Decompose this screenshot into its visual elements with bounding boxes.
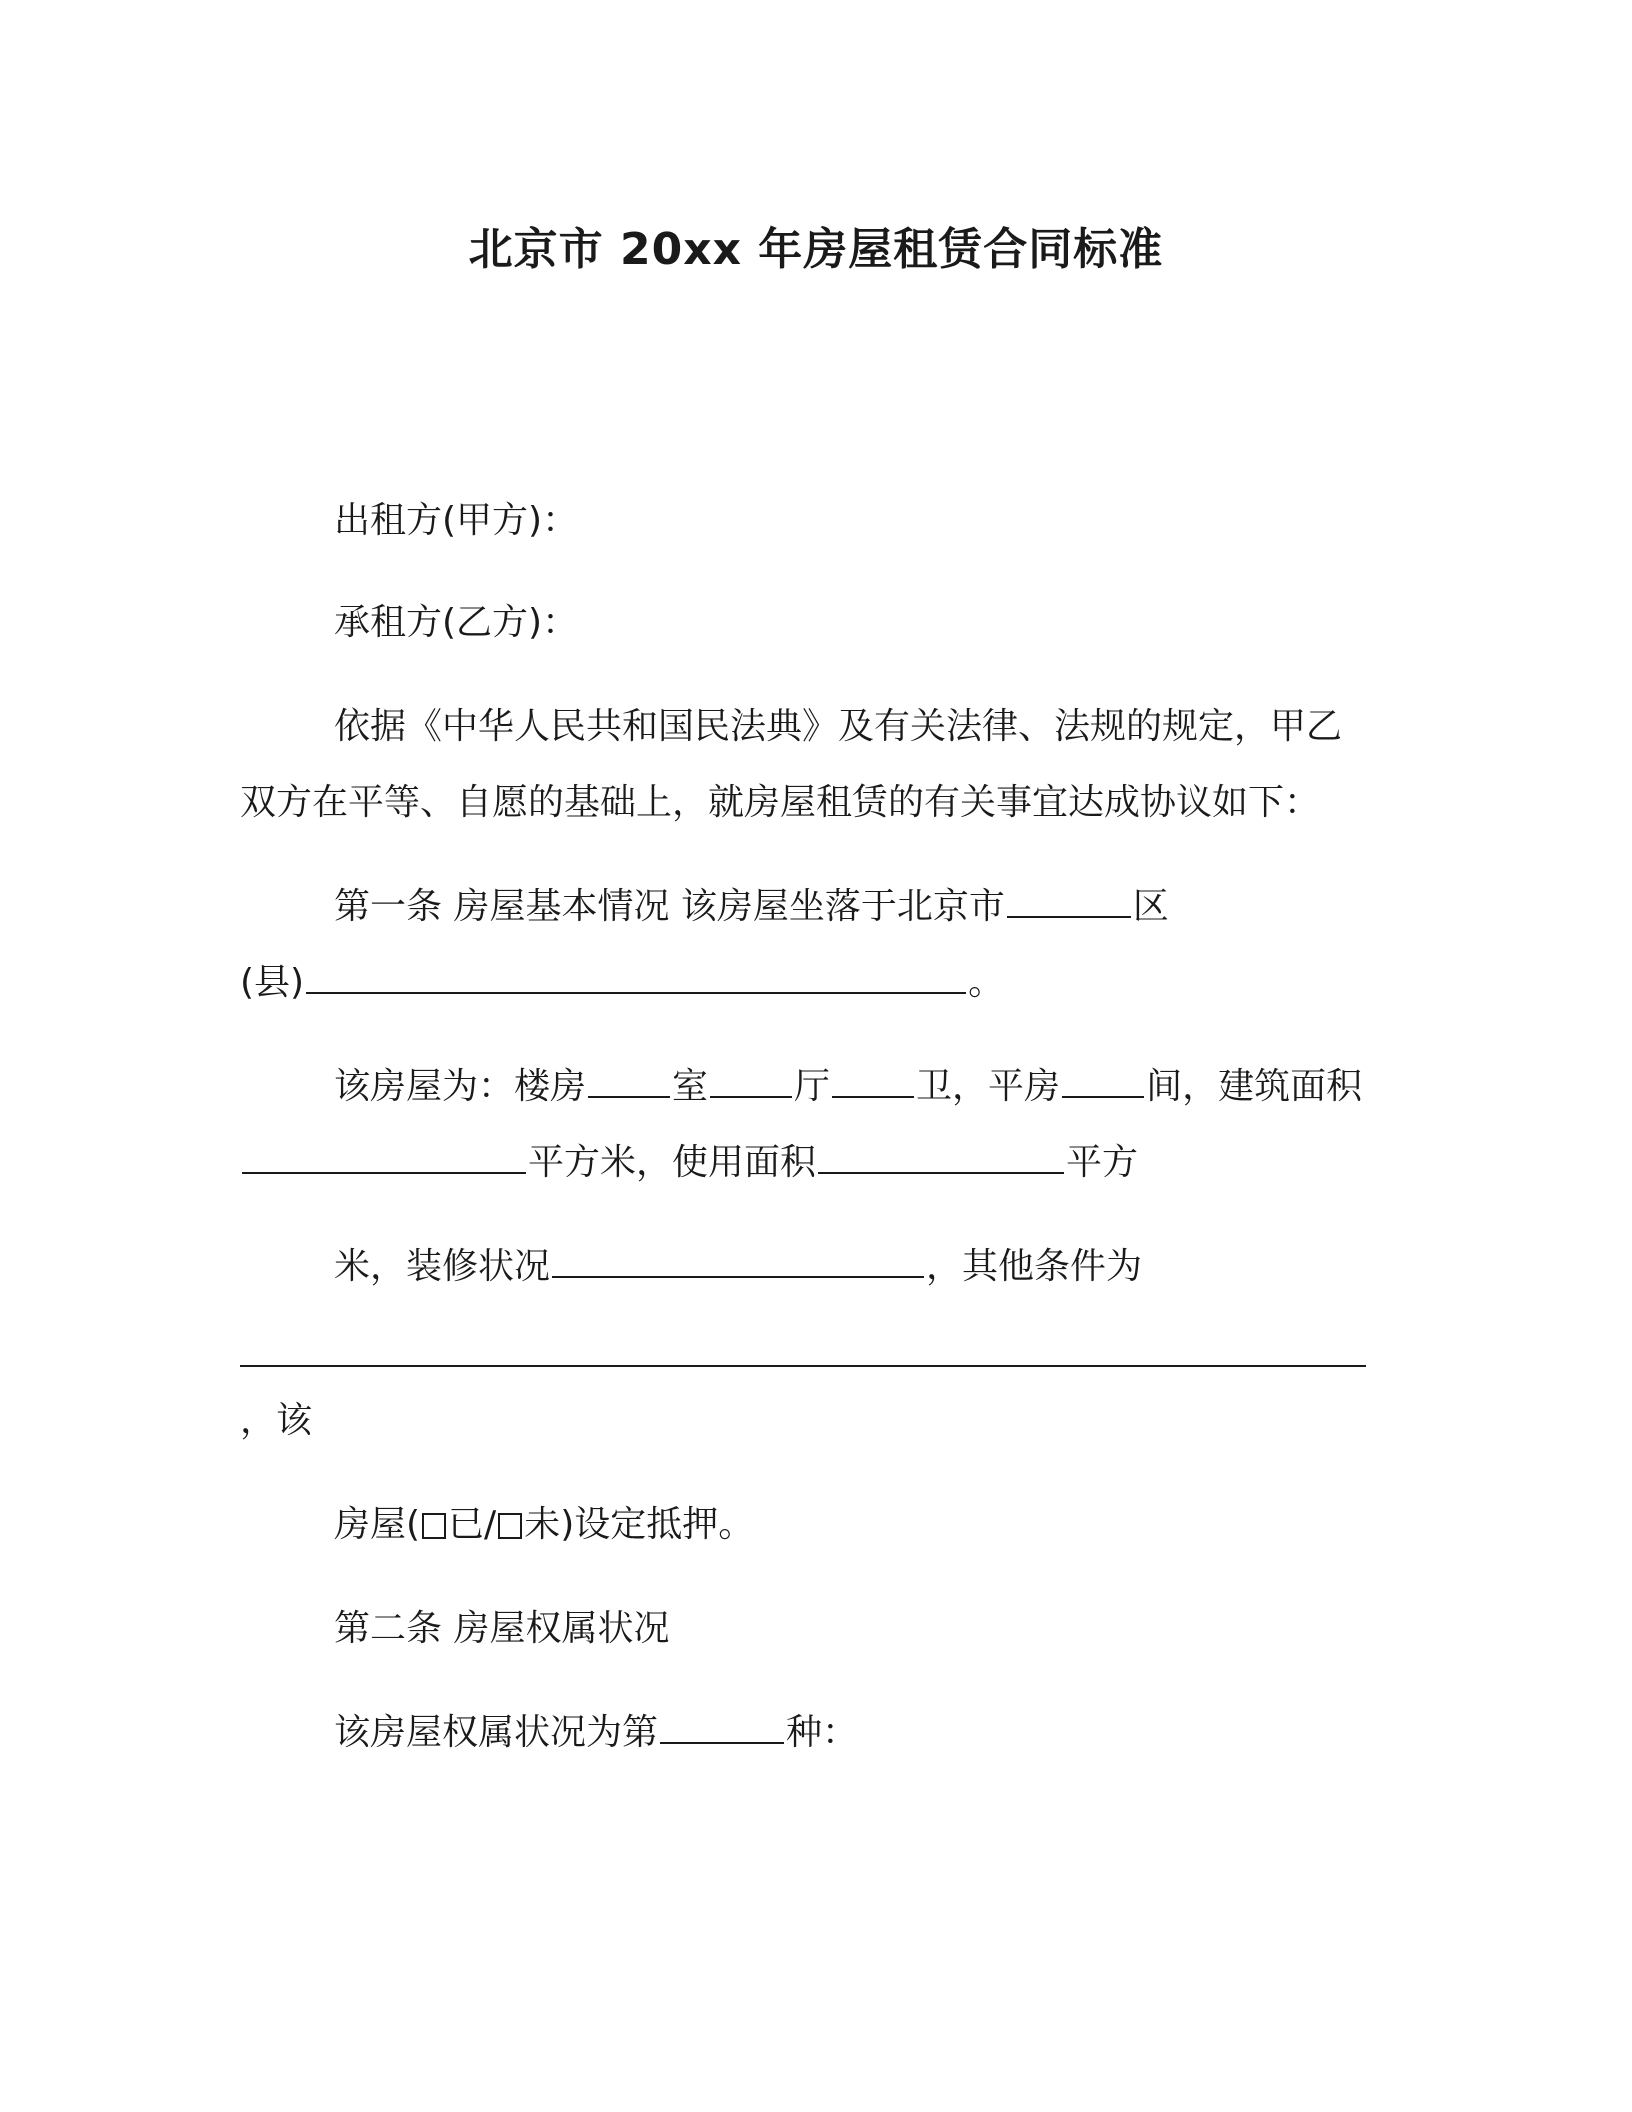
bungalow-blank bbox=[1062, 1066, 1144, 1098]
article2-status-line bbox=[334, 1710, 858, 1756]
building-area-blank bbox=[242, 1142, 526, 1174]
usable-area-blank bbox=[818, 1142, 1064, 1174]
room-label: 室 bbox=[672, 1066, 709, 1107]
address-period: 。 bbox=[968, 962, 1005, 1003]
lessor-label: 出租方(甲方)： bbox=[334, 500, 579, 541]
article1-gai-line: ，该 bbox=[240, 1400, 313, 1441]
mortgage-no-checkbox bbox=[498, 1513, 522, 1539]
district-suffix: 区 bbox=[1132, 886, 1169, 927]
intro-line-1: 依据《中华人民共和国民法典》及有关法律、法规的规定，甲乙 bbox=[334, 706, 1343, 747]
article1-location-line bbox=[334, 884, 1169, 930]
article1-decor-line bbox=[334, 1244, 1142, 1290]
pingfang-label: 平方 bbox=[1066, 1142, 1139, 1183]
mortgage-yes-label: 已/ bbox=[448, 1504, 497, 1545]
intro-line-2: 双方在平等、自愿的基础上，就房屋租赁的有关事宜达成协议如下： bbox=[240, 782, 1321, 823]
status-suffix: 种： bbox=[786, 1712, 859, 1753]
article1-address-line bbox=[240, 960, 1004, 1006]
bath-label: 卫，平房 bbox=[916, 1066, 1061, 1107]
address-blank bbox=[306, 962, 966, 994]
article1-rooms-line bbox=[334, 1064, 1362, 1110]
document-title: 北京市 20xx 年房屋租赁合同标准 bbox=[468, 224, 1164, 275]
lessee-label: 承租方(乙方)： bbox=[334, 602, 579, 643]
other-conditions-label: ，其他条件为 bbox=[926, 1246, 1143, 1287]
mortgage-prefix: 房屋( bbox=[334, 1504, 421, 1545]
other-conditions-blank bbox=[240, 1365, 1366, 1367]
hall-blank bbox=[710, 1066, 792, 1098]
mortgage-yes-checkbox bbox=[422, 1513, 446, 1539]
article1-area-line bbox=[240, 1140, 1138, 1186]
bath-blank bbox=[832, 1066, 914, 1098]
house-is-label: 该房屋为：楼房 bbox=[334, 1066, 587, 1107]
mi-decor-label: 米，装修状况 bbox=[334, 1246, 551, 1287]
mortgage-no-label: 未)设定抵押。 bbox=[524, 1504, 755, 1545]
jian-label: 间，建筑面积 bbox=[1146, 1066, 1363, 1107]
hall-label: 厅 bbox=[794, 1066, 831, 1107]
decoration-blank bbox=[552, 1246, 924, 1278]
article1-heading: 第一条 房屋基本情况 该房屋坐落于北京市 bbox=[334, 886, 1005, 927]
sqm-use-label: 平方米，使用面积 bbox=[528, 1142, 817, 1183]
article1-mortgage-line bbox=[334, 1502, 754, 1548]
district-blank bbox=[1007, 886, 1131, 918]
status-type-blank bbox=[660, 1712, 784, 1744]
status-prefix: 该房屋权属状况为第 bbox=[334, 1712, 659, 1753]
county-prefix: (县) bbox=[240, 962, 305, 1003]
article2-heading: 第二条 房屋权属状况 bbox=[334, 1608, 670, 1649]
room-blank bbox=[588, 1066, 670, 1098]
